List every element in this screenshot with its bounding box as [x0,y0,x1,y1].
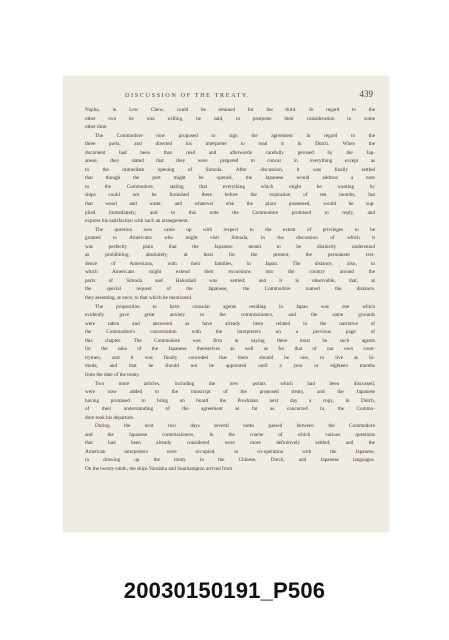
text-line: American interpreters were occupied, in co-operation with the Japanese, [85,448,375,455]
text-line: ships could not be furnished there before the expiration of ten months, but [85,192,375,199]
running-title: DISCUSSION OF THE TREATY. [125,92,251,99]
text-line: dence of Americans, with their families, in Japan. The distance, also, to [85,260,375,267]
text-line: they assenting, at once, to that which he mentioned. [85,295,193,302]
text-line: moda, and that he should not be appointed until a year or eighteen months [85,363,375,370]
page-header [63,90,389,104]
text-line: were now added to the transcript of the proposed treaty, and the Japanese [85,389,375,396]
image-caption: 20030150191_P506 [123,578,326,603]
text-line: of their understanding of the agreement as far as concurred in, the Commo- [85,406,375,413]
text-line: that wood and water, and whatever else the place possessed, would be sup- [85,201,375,208]
text-line: from the date of the treaty. [85,371,140,378]
text-line: The proposition to have consular agents residing in Japan was one which [95,303,375,310]
text-line: plied immediately; and to this note the Commodore promised to reply, and [85,209,375,216]
text-line: and the Japanese commissioners, in the course of which various questions [85,431,375,438]
scanned-page [63,76,389,532]
text-line: other time. [85,124,108,131]
text-line: During the next two days several notes passed between the Commodore [95,423,375,430]
text-line: evidently gave great anxiety to the commissioners, and the same grounds [85,312,375,319]
text-line: express his satisfaction with such an arrangement. [85,218,189,225]
text-line: Two more articles, including the new points which had been discussed, [95,380,375,387]
text-line: to the Commodore, stating that everything which might be wanting by [85,183,375,190]
text-line: were taken and answered as have already been related in the narrative of [85,320,375,327]
text-line: Napha, in Lew Chew, could be retained for the third. In regard to the [85,107,375,113]
text-line: granted to Americans who might visit Simoda, in the discussion of which it [85,235,375,242]
text-line: trymen, and it was finally conceded that there should be one, to live at Si- [85,354,375,361]
text-line: document had been thus read and afterwards carefully perused by the Jap- [85,149,375,156]
text-line: this chapter. The Commodore was firm in saying there must be such agents [85,337,375,344]
text-line: for the sake of the Japanese themselves as well as for that of our own coun- [85,346,375,353]
text-line: was perfectly plain that the Japanese meant to be distinctly understood [85,243,375,250]
text-line: as prohibiting, absolutely, at least for the present, the permanent resi- [85,252,375,259]
text-line: that had been already considered were more definitively settled; and the [85,440,375,447]
text-line: On the twenty-ninth, the ships Vandalia and Southampton arrived from [85,465,233,472]
text-line: dore took his departure. [85,414,135,421]
text-line: the Commodore's conversation with the interpreters on a previous page of [85,329,375,336]
text-line: in drawing up the treaty in the Chinese, Dutch, and Japanese languages. [85,457,375,464]
text-line: to the immediate opening of Simoda. After discussion, it was finally settled [85,166,375,173]
text-line: that though the port might be opened, the Japanese would address a note [85,175,375,182]
body-text [85,106,375,474]
text-line: other two he was willing, he said, to postpone their consideration to some [85,115,375,122]
text-line: having promised to bring on board the Powhatan next day a copy, in Dutch, [85,397,375,404]
text-line: which Americans might extend their excursions into the country around the [85,269,375,276]
text-line: three ports, and directed his interpreter to read it in Dutch. When the [85,141,375,148]
text-line: anese, they stated that they were prepared to concur in everything except as [85,158,375,165]
text-line: The question now came up with respect to the extent of privileges to be [95,226,375,233]
page-number: 439 [359,89,373,99]
text-line: ports of Simoda and Hakodadi was settled; and it is observable, that, at [85,277,375,284]
text-line: The Commodore now proposed to sign the agreement in regard to the [95,132,375,139]
text-line: the special request of the Japanese, the Commodore named the distance, [85,286,375,293]
